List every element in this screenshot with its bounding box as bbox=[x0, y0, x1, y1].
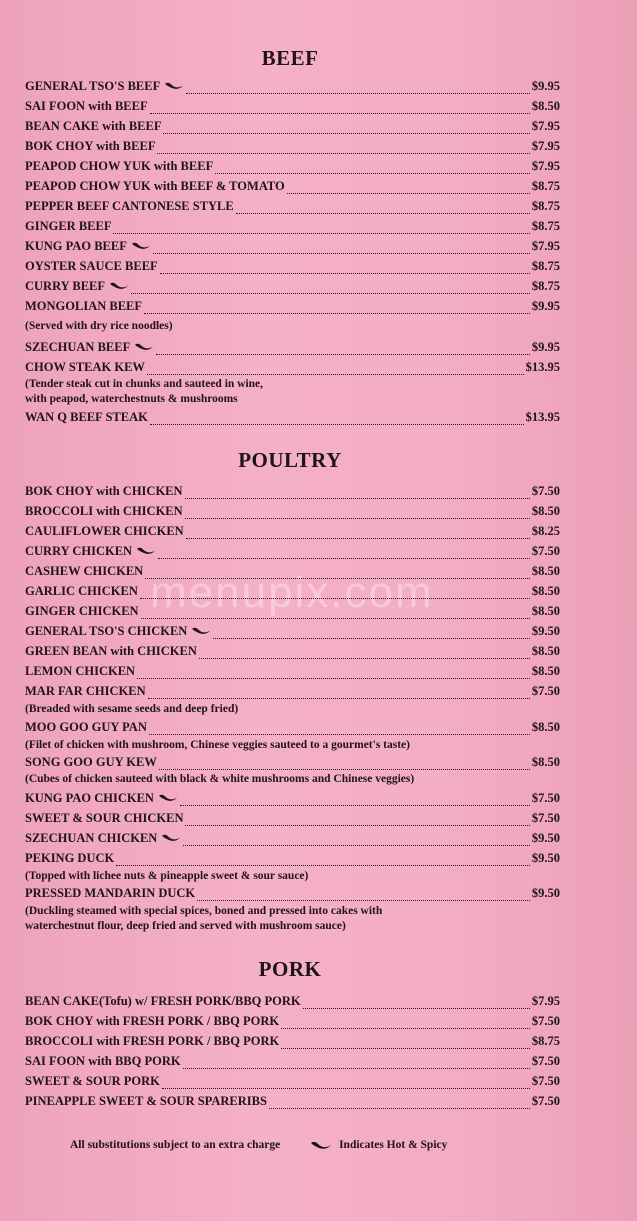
spicy-indicator bbox=[109, 281, 129, 293]
item-name: BOK CHOY with BEEF bbox=[25, 139, 156, 153]
item-name: OYSTER SAUCE BEEF bbox=[25, 259, 158, 273]
menu-item bbox=[25, 624, 560, 644]
section-title-poultry: POULTRY bbox=[238, 448, 342, 472]
item-price: $8.75 bbox=[531, 199, 560, 213]
leader-dots bbox=[160, 264, 530, 274]
leader-dots bbox=[281, 1039, 530, 1049]
item-name: SWEET & SOUR PORK bbox=[25, 1074, 160, 1088]
item-price: $9.50 bbox=[531, 851, 560, 865]
leader-dots bbox=[145, 569, 530, 579]
leader-dots bbox=[153, 244, 530, 254]
section-title-pork: PORK bbox=[258, 957, 322, 981]
item-name: MOO GOO GUY PAN bbox=[25, 720, 147, 734]
footer-legend bbox=[310, 1139, 447, 1151]
item-price: $8.75 bbox=[531, 1034, 560, 1048]
menu-item bbox=[25, 219, 560, 239]
leader-dots bbox=[162, 1079, 530, 1089]
menu-item bbox=[25, 410, 560, 430]
item-name: GINGER BEEF bbox=[25, 219, 112, 233]
item-price: $13.95 bbox=[525, 360, 560, 374]
item-name: BEAN CAKE(Tofu) w/ FRESH PORK/BBQ PORK bbox=[25, 994, 301, 1008]
item-note: waterchestnut flour, deep fried and served with mushroom sauce) bbox=[25, 920, 346, 932]
leader-dots bbox=[159, 760, 530, 770]
leader-dots bbox=[163, 124, 529, 134]
pepper-icon bbox=[134, 342, 154, 351]
item-price: $8.50 bbox=[531, 99, 560, 113]
pepper-icon bbox=[158, 793, 178, 802]
item-name: BOK CHOY with FRESH PORK / BBQ PORK bbox=[25, 1014, 280, 1028]
menu-item bbox=[25, 644, 560, 664]
menu-item bbox=[25, 831, 560, 851]
item-name: PINEAPPLE SWEET & SOUR SPARERIBS bbox=[25, 1094, 267, 1108]
menu-item bbox=[25, 484, 560, 504]
item-price: $9.50 bbox=[531, 886, 560, 900]
section-title-beef: BEEF bbox=[261, 46, 319, 70]
item-name: KUNG PAO CHICKEN bbox=[25, 791, 154, 805]
footer-substitutions-note: All substitutions subject to an extra charge bbox=[70, 1139, 281, 1151]
menu-item bbox=[25, 1094, 560, 1114]
item-note: (Cubes of chicken sauteed with black & white mushrooms and Chinese veggies) bbox=[25, 773, 415, 785]
item-price: $9.50 bbox=[531, 831, 560, 845]
menu-item bbox=[25, 584, 560, 604]
item-name: PEAPOD CHOW YUK with BEEF bbox=[25, 159, 214, 173]
pepper-icon bbox=[191, 626, 211, 635]
menu-item bbox=[25, 239, 560, 259]
item-name: CASHEW CHICKEN bbox=[25, 564, 144, 578]
item-price: $7.50 bbox=[531, 544, 560, 558]
item-price: $8.75 bbox=[531, 219, 560, 233]
item-name: SAI FOON with BBQ PORK bbox=[25, 1054, 181, 1068]
item-price: $8.50 bbox=[531, 504, 560, 518]
leader-dots bbox=[183, 836, 530, 846]
item-price: $8.75 bbox=[531, 179, 560, 193]
menu-item bbox=[25, 299, 560, 319]
item-price: $7.50 bbox=[531, 684, 560, 698]
leader-dots bbox=[148, 689, 530, 699]
item-price: $8.50 bbox=[531, 720, 560, 734]
spicy-indicator bbox=[191, 626, 211, 638]
menu-item bbox=[25, 886, 560, 906]
menu-item bbox=[25, 791, 560, 811]
menu-item bbox=[25, 1014, 560, 1034]
leader-dots bbox=[186, 529, 530, 539]
leader-dots bbox=[131, 284, 530, 294]
item-name: CAULIFLOWER CHICKEN bbox=[25, 524, 184, 538]
item-price: $7.95 bbox=[531, 159, 560, 173]
item-note: with peapod, waterchestnuts & mushrooms bbox=[25, 393, 238, 405]
menu-item bbox=[25, 664, 560, 684]
menu-item bbox=[25, 544, 560, 564]
spicy-indicator bbox=[136, 546, 156, 558]
leader-dots bbox=[149, 725, 530, 735]
item-price: $9.95 bbox=[531, 79, 560, 93]
item-name: MONGOLIAN BEEF bbox=[25, 299, 143, 313]
item-name: CURRY BEEF bbox=[25, 279, 106, 293]
menu-item bbox=[25, 259, 560, 279]
item-price: $9.95 bbox=[531, 340, 560, 354]
leader-dots bbox=[158, 549, 530, 559]
leader-dots bbox=[185, 816, 529, 826]
pepper-icon bbox=[310, 1140, 332, 1150]
leader-dots bbox=[213, 629, 530, 639]
leader-dots bbox=[185, 489, 530, 499]
menu-item bbox=[25, 604, 560, 624]
item-price: $7.50 bbox=[531, 1014, 560, 1028]
leader-dots bbox=[137, 669, 530, 679]
item-name: PEPPER BEEF CANTONESE STYLE bbox=[25, 199, 234, 213]
menu-item bbox=[25, 755, 560, 775]
item-price: $7.50 bbox=[531, 1054, 560, 1068]
menu-item bbox=[25, 159, 560, 179]
item-name: BROCCOLI with CHICKEN bbox=[25, 504, 183, 518]
item-name: KUNG PAO BEEF bbox=[25, 239, 127, 253]
menu-item bbox=[25, 994, 560, 1014]
item-name: GENERAL TSO'S CHICKEN bbox=[25, 624, 188, 638]
leader-dots bbox=[144, 304, 530, 314]
item-price: $8.50 bbox=[531, 564, 560, 578]
menu-item bbox=[25, 279, 560, 299]
leader-dots bbox=[150, 415, 524, 425]
item-name: BOK CHOY with CHICKEN bbox=[25, 484, 183, 498]
item-price: $8.25 bbox=[531, 524, 560, 538]
item-name: GINGER CHICKEN bbox=[25, 604, 139, 618]
leader-dots bbox=[287, 184, 530, 194]
item-note: (Duckling steamed with special spices, boned and pressed into cakes with bbox=[25, 905, 383, 917]
item-name: SWEET & SOUR CHICKEN bbox=[25, 811, 184, 825]
menu-item bbox=[25, 504, 560, 524]
menu-item bbox=[25, 340, 560, 360]
item-price: $8.50 bbox=[531, 664, 560, 678]
item-price: $7.50 bbox=[531, 811, 560, 825]
menu-item bbox=[25, 179, 560, 199]
item-name: PEKING DUCK bbox=[25, 851, 115, 865]
leader-dots bbox=[180, 796, 530, 806]
leader-dots bbox=[186, 84, 530, 94]
leader-dots bbox=[116, 856, 530, 866]
leader-dots bbox=[150, 104, 530, 114]
item-price: $7.50 bbox=[531, 791, 560, 805]
item-name: CHOW STEAK KEW bbox=[25, 360, 145, 374]
footer bbox=[70, 1139, 550, 1151]
item-name: WAN Q BEEF STEAK bbox=[25, 410, 148, 424]
item-price: $9.50 bbox=[531, 624, 560, 638]
pepper-icon bbox=[109, 281, 129, 290]
item-name: PEAPOD CHOW YUK with BEEF & TOMATO bbox=[25, 179, 285, 193]
item-name: MAR FAR CHICKEN bbox=[25, 684, 146, 698]
menu-item bbox=[25, 524, 560, 544]
item-price: $8.50 bbox=[531, 644, 560, 658]
leader-dots bbox=[269, 1099, 530, 1109]
leader-dots bbox=[183, 1059, 530, 1069]
menu-item bbox=[25, 199, 560, 219]
item-price: $8.75 bbox=[531, 279, 560, 293]
menu-item bbox=[25, 564, 560, 584]
leader-dots bbox=[156, 345, 530, 355]
leader-dots bbox=[236, 204, 530, 214]
leader-dots bbox=[197, 891, 530, 901]
menu-item bbox=[25, 851, 560, 871]
item-name: SONG GOO GUY KEW bbox=[25, 755, 157, 769]
item-name: GARLIC CHICKEN bbox=[25, 584, 138, 598]
item-price: $7.95 bbox=[531, 239, 560, 253]
leader-dots bbox=[199, 649, 530, 659]
item-note: (Topped with lichee nuts & pineapple sweet & sour sauce) bbox=[25, 870, 309, 882]
leader-dots bbox=[113, 224, 529, 234]
item-name: GREEN BEAN with CHICKEN bbox=[25, 644, 197, 658]
spicy-indicator bbox=[164, 81, 184, 93]
item-price: $8.75 bbox=[531, 259, 560, 273]
leader-dots bbox=[141, 609, 530, 619]
item-price: $7.50 bbox=[531, 484, 560, 498]
menu-item bbox=[25, 139, 560, 159]
footer-legend-label: Indicates Hot & Spicy bbox=[339, 1139, 448, 1151]
leader-dots bbox=[157, 144, 529, 154]
watermark: menupix.com bbox=[150, 568, 434, 617]
spicy-indicator bbox=[158, 793, 178, 805]
leader-dots bbox=[303, 999, 530, 1009]
leader-dots bbox=[215, 164, 530, 174]
item-note: (Filet of chicken with mushroom, Chinese veggies sauteed to a gourmet's taste) bbox=[25, 739, 410, 751]
item-note: (Served with dry rice noodles) bbox=[25, 320, 173, 332]
item-price: $7.95 bbox=[531, 139, 560, 153]
item-price: $8.50 bbox=[531, 755, 560, 769]
item-name: LEMON CHICKEN bbox=[25, 664, 136, 678]
menu-item bbox=[25, 99, 560, 119]
item-price: $7.50 bbox=[531, 1094, 560, 1108]
item-name: SZECHUAN CHICKEN bbox=[25, 831, 158, 845]
spicy-indicator bbox=[161, 833, 181, 845]
item-price: $7.50 bbox=[531, 1074, 560, 1088]
item-name: SZECHUAN BEEF bbox=[25, 340, 131, 354]
menu-item bbox=[25, 720, 560, 740]
item-price: $8.50 bbox=[531, 584, 560, 598]
pepper-icon bbox=[136, 546, 156, 555]
item-name: BROCCOLI with FRESH PORK / BBQ PORK bbox=[25, 1034, 280, 1048]
pepper-icon bbox=[131, 241, 151, 250]
leader-dots bbox=[185, 509, 530, 519]
spicy-indicator bbox=[131, 241, 151, 253]
item-name: PRESSED MANDARIN DUCK bbox=[25, 886, 196, 900]
item-note: (Breaded with sesame seeds and deep fried) bbox=[25, 703, 239, 715]
menu-item bbox=[25, 119, 560, 139]
menu-item bbox=[25, 811, 560, 831]
item-price: $7.95 bbox=[531, 119, 560, 133]
menu-item bbox=[25, 684, 560, 704]
menu-item bbox=[25, 1034, 560, 1054]
item-price: $13.95 bbox=[525, 410, 560, 424]
menu-item bbox=[25, 1074, 560, 1094]
item-note: (Tender steak cut in chunks and sauteed in wine, bbox=[25, 378, 264, 390]
pepper-icon bbox=[161, 833, 181, 842]
menu-item bbox=[25, 79, 560, 99]
spicy-indicator bbox=[134, 342, 154, 354]
item-name: BEAN CAKE with BEEF bbox=[25, 119, 162, 133]
leader-dots bbox=[281, 1019, 530, 1029]
item-price: $8.50 bbox=[531, 604, 560, 618]
pepper-icon bbox=[164, 81, 184, 90]
item-price: $9.95 bbox=[531, 299, 560, 313]
leader-dots bbox=[147, 365, 524, 375]
leader-dots bbox=[140, 589, 530, 599]
item-name: SAI FOON with BEEF bbox=[25, 99, 148, 113]
item-name: CURRY CHICKEN bbox=[25, 544, 133, 558]
item-name: GENERAL TSO'S BEEF bbox=[25, 79, 161, 93]
item-price: $7.95 bbox=[531, 994, 560, 1008]
menu-item bbox=[25, 1054, 560, 1074]
menu-item bbox=[25, 360, 560, 380]
